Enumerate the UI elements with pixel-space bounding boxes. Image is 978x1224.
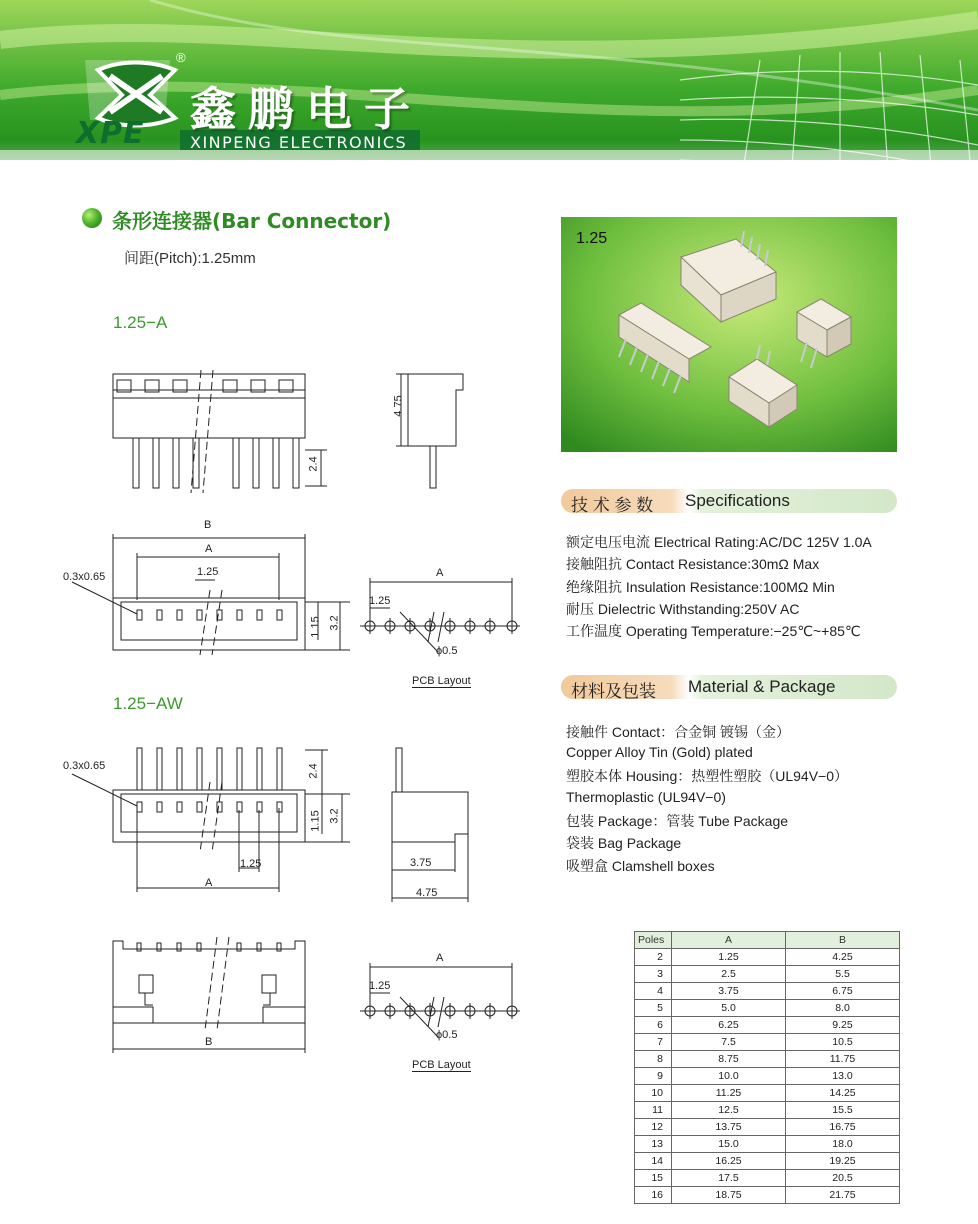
dim-phi05-pcb1: ϕ0.5	[436, 645, 458, 657]
cell-a: 17.5	[672, 1170, 786, 1187]
table-row	[635, 1136, 900, 1153]
product-title: 条形连接器(Bar Connector)	[112, 209, 392, 233]
cell-a: 11.25	[672, 1085, 786, 1102]
pcb-layout-label-2: PCB Layout	[412, 1059, 471, 1071]
table-row	[635, 1034, 900, 1051]
brand-name-cn: 鑫鹏电子	[190, 82, 422, 136]
cell-poles: 7	[635, 1034, 672, 1051]
pcb-layout-label-1: PCB Layout	[412, 675, 471, 687]
cell-poles: 3	[635, 966, 672, 983]
spec-line: 绝缘阻抗 Insulation Resistance:100MΩ Min	[566, 579, 835, 595]
table-row	[635, 1068, 900, 1085]
column-header-b: B	[786, 932, 900, 949]
cell-a: 12.5	[672, 1102, 786, 1119]
dim-b-bottom: B	[205, 1036, 213, 1048]
table-row	[635, 1170, 900, 1187]
brand-name-en: XINPENG ELECTRONICS	[190, 133, 408, 152]
table-header-row	[635, 932, 900, 949]
table-row	[635, 1187, 900, 1204]
dim-a-top: A	[205, 543, 213, 555]
cell-a: 6.25	[672, 1017, 786, 1034]
cell-a: 15.0	[672, 1136, 786, 1153]
table-row	[635, 1085, 900, 1102]
cell-b: 21.75	[786, 1187, 900, 1204]
table-row	[635, 1119, 900, 1136]
cell-poles: 13	[635, 1136, 672, 1153]
dim-4-75-aw: 4.75	[416, 887, 438, 899]
dim-a-pcb1: A	[436, 567, 444, 579]
table-row	[635, 1102, 900, 1119]
dim-3-2-top: 3.2	[328, 615, 341, 631]
dim-3-2-aw: 3.2	[328, 808, 341, 824]
product-photo	[561, 217, 897, 452]
dim-1-25-top: 1.25	[197, 566, 219, 578]
cell-poles: 10	[635, 1085, 672, 1102]
spec-line: 耐压 Dielectric Withstanding:250V AC	[566, 601, 800, 617]
spec-line: 接触阻抗 Contact Resistance:30mΩ Max	[566, 556, 820, 572]
drawing-side-view-a	[388, 368, 478, 493]
cell-a: 18.75	[672, 1187, 786, 1204]
cell-b: 6.75	[786, 983, 900, 1000]
material-title-en: Material & Package	[688, 677, 836, 696]
section-label-a: 1.25−A	[113, 313, 168, 332]
dim-1-15-aw: 1.15	[309, 810, 322, 832]
cell-a: 3.75	[672, 983, 786, 1000]
cell-poles: 9	[635, 1068, 672, 1085]
drawing-front-view-a	[105, 368, 335, 498]
dim-03x065-aw: 0.3x0.65	[63, 760, 106, 772]
table-row	[635, 983, 900, 1000]
cell-poles: 16	[635, 1187, 672, 1204]
header-banner	[0, 0, 978, 215]
dim-4-75-side: 4.75	[392, 395, 405, 417]
cell-a: 7.5	[672, 1034, 786, 1051]
material-line: 接触件 Contact：合金铜 镀锡（金）	[566, 724, 791, 740]
registered-mark: ®	[176, 50, 186, 65]
cell-b: 18.0	[786, 1136, 900, 1153]
cell-b: 8.0	[786, 1000, 900, 1017]
cell-a: 5.0	[672, 1000, 786, 1017]
cell-b: 16.75	[786, 1119, 900, 1136]
cell-a: 8.75	[672, 1051, 786, 1068]
cell-b: 20.5	[786, 1170, 900, 1187]
cell-poles: 5	[635, 1000, 672, 1017]
cell-poles: 6	[635, 1017, 672, 1034]
material-line: Thermoplastic (UL94V−0)	[566, 789, 726, 805]
photo-label: 1.25	[576, 230, 608, 247]
table-row	[635, 1017, 900, 1034]
column-header-poles: Poles	[635, 932, 672, 949]
spec-line: 额定电压电流 Electrical Rating:AC/DC 125V 1.0A	[566, 534, 872, 550]
material-line: 包装 Package：管装 Tube Package	[566, 813, 789, 829]
dim-1-25-aw: 1.25	[240, 858, 262, 870]
cell-poles: 15	[635, 1170, 672, 1187]
drawing-side-view-aw	[380, 742, 480, 907]
cell-a: 10.0	[672, 1068, 786, 1085]
material-title-cn: 材料及包装	[571, 682, 656, 701]
cell-b: 5.5	[786, 966, 900, 983]
table-row	[635, 1000, 900, 1017]
dim-3-75-aw: 3.75	[410, 857, 432, 869]
cell-a: 2.5	[672, 966, 786, 983]
bullet-icon	[82, 208, 102, 228]
specs-title-cn: 技 术 参 数	[571, 496, 654, 515]
dim-phi05-pcb2: ϕ0.5	[436, 1029, 458, 1041]
table-row	[635, 1051, 900, 1068]
cell-b: 19.25	[786, 1153, 900, 1170]
table-row	[635, 966, 900, 983]
dim-03x065-top: 0.3x0.65	[63, 571, 106, 583]
table-row	[635, 1153, 900, 1170]
cell-b: 15.5	[786, 1102, 900, 1119]
dim-a-pcb2: A	[436, 952, 444, 964]
cell-poles: 12	[635, 1119, 672, 1136]
material-line: 吸塑盒 Clamshell boxes	[566, 858, 715, 874]
cell-b: 13.0	[786, 1068, 900, 1085]
cell-a: 16.25	[672, 1153, 786, 1170]
cell-poles: 8	[635, 1051, 672, 1068]
cell-b: 9.25	[786, 1017, 900, 1034]
dim-2-4-a: 2.4	[307, 456, 320, 472]
dim-1-15-top: 1.15	[309, 616, 322, 638]
pitch-label: 间距(Pitch):1.25mm	[124, 250, 256, 267]
material-line: 塑胶本体 Housing：热塑性塑胶（UL94V−0）	[566, 768, 849, 784]
dim-a-aw: A	[205, 877, 213, 889]
dim-1-25-pcb2: 1.25	[369, 980, 391, 992]
cell-b: 4.25	[786, 949, 900, 966]
cell-a: 13.75	[672, 1119, 786, 1136]
section-label-aw: 1.25−AW	[113, 694, 183, 713]
cell-b: 14.25	[786, 1085, 900, 1102]
logo-text: XPE	[76, 116, 145, 151]
material-line: Copper Alloy Tin (Gold) plated	[566, 744, 753, 760]
dim-2-4-aw: 2.4	[307, 763, 320, 779]
cell-b: 11.75	[786, 1051, 900, 1068]
cell-poles: 4	[635, 983, 672, 1000]
column-header-a: A	[672, 932, 786, 949]
poles-table	[634, 931, 900, 1204]
dim-b-top: B	[204, 519, 212, 531]
cell-poles: 11	[635, 1102, 672, 1119]
table-row	[635, 949, 900, 966]
cell-b: 10.5	[786, 1034, 900, 1051]
specs-title-en: Specifications	[685, 491, 790, 510]
spec-line: 工作温度 Operating Temperature:−25℃~+85℃	[566, 623, 861, 639]
cell-a: 1.25	[672, 949, 786, 966]
cell-poles: 2	[635, 949, 672, 966]
cell-poles: 14	[635, 1153, 672, 1170]
material-line: 袋装 Bag Package	[566, 835, 682, 851]
dim-1-25-pcb1: 1.25	[369, 595, 391, 607]
